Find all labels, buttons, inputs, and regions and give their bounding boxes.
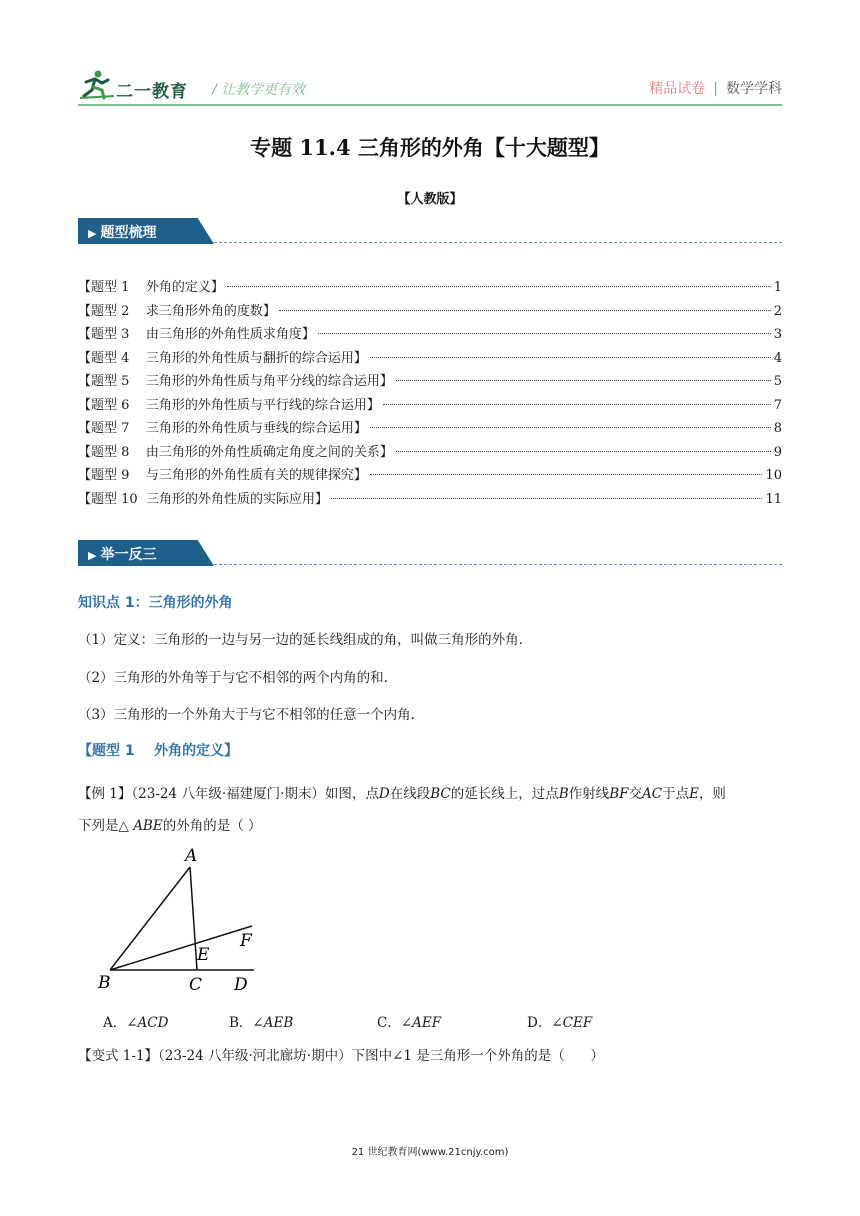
toc-entry[interactable] xyxy=(78,351,782,375)
toc-entry[interactable] xyxy=(78,280,782,304)
label-D: D xyxy=(234,975,248,995)
toc-label: 【题型 3 由三角形的外角性质求角度】 xyxy=(78,327,315,342)
dashed-divider xyxy=(214,564,782,565)
example-line-2: 下列是△ ABE的外角的是（ ） xyxy=(78,818,262,834)
page-header xyxy=(78,68,782,108)
option-d[interactable]: D．∠CEF xyxy=(527,1015,593,1031)
banner-text: 举一反三 xyxy=(100,547,157,563)
play-arrow-icon: ▶ xyxy=(88,549,97,562)
toc-label: 【题型 9 与三角形的外角性质有关的规律探究】 xyxy=(78,468,367,483)
toc-entry[interactable] xyxy=(78,492,782,516)
toc-label: 【题型 2 求三角形外角的度数】 xyxy=(78,303,276,319)
label-C: C xyxy=(189,975,203,995)
brand-logo xyxy=(78,68,208,102)
triangle-figure xyxy=(96,842,266,1002)
header-divider xyxy=(78,104,782,106)
label-B: B xyxy=(98,973,111,993)
toc-leader xyxy=(370,474,763,475)
toc-entry[interactable] xyxy=(78,304,782,328)
toc-page: 2 xyxy=(773,303,782,319)
toc-page: 8 xyxy=(773,421,782,436)
toc-entry[interactable] xyxy=(78,468,782,492)
table-of-contents xyxy=(78,280,782,515)
toc-leader xyxy=(396,380,771,381)
label-E: E xyxy=(197,945,210,965)
segment-BA xyxy=(110,867,190,970)
brand-slogan: / 让教学更有效 xyxy=(212,82,306,98)
toc-leader xyxy=(396,451,771,452)
toc-page: 10 xyxy=(765,468,782,483)
toc-page: 11 xyxy=(765,491,782,507)
toc-entry[interactable] xyxy=(78,421,782,445)
header-right xyxy=(649,78,782,98)
page-footer: 21 世纪教育网(www.21cnjy.com) xyxy=(351,1147,509,1158)
toc-label: 【题型 1 外角的定义】 xyxy=(78,280,224,295)
section-banner-practice xyxy=(78,540,782,570)
toc-leader xyxy=(318,333,771,334)
toc-leader xyxy=(279,310,771,311)
option-c[interactable]: C．∠AEF xyxy=(377,1015,442,1031)
edition-label: 【人教版】 xyxy=(397,192,463,207)
header-separator: | xyxy=(713,81,718,97)
toc-label: 【题型 7 三角形的外角性质与垂线的综合运用】 xyxy=(78,421,367,436)
toc-page: 4 xyxy=(773,350,782,366)
ray-BF xyxy=(110,926,252,970)
toc-label: 【题型 4 三角形的外角性质与翻折的综合运用】 xyxy=(78,350,367,366)
toc-entry[interactable] xyxy=(78,327,782,351)
page-title: 专题 11.4 三角形的外角【十大题型】 xyxy=(250,135,610,160)
play-arrow-icon: ▶ xyxy=(88,227,97,240)
section-banner-toc xyxy=(78,218,782,248)
toc-entry[interactable] xyxy=(78,445,782,469)
label-A: A xyxy=(185,846,198,866)
brand-name: 二一教育 xyxy=(116,82,188,102)
toc-page: 1 xyxy=(773,280,782,295)
toc-label: 【题型 8 由三角形的外角性质确定角度之间的关系】 xyxy=(78,444,393,460)
toc-entry[interactable] xyxy=(78,398,782,422)
knowledge-point-heading: 知识点 1：三角形的外角 xyxy=(78,595,233,611)
point-sum-property: （2）三角形的外角等于与它不相邻的两个内角的和. xyxy=(78,670,388,686)
example-line-1: 【例 1】（23-24 八年级·福建厦门·期末）如图，点D在线段BC的延长线上，过点B作射线BF交AC于点E，则 xyxy=(78,786,726,802)
toc-leader xyxy=(370,357,771,358)
option-a[interactable]: A．∠ACD xyxy=(103,1015,169,1031)
example-question xyxy=(78,778,782,842)
toc-label: 【题型 10 三角形的外角性质的实际应用】 xyxy=(78,491,328,507)
label-F: F xyxy=(240,931,252,951)
toc-page: 5 xyxy=(773,374,782,389)
toc-leader xyxy=(383,404,771,405)
answer-options xyxy=(103,1011,703,1031)
point-greater-property: （3）三角形的一个外角大于与它不相邻的任意一个内角. xyxy=(78,707,415,723)
toc-leader xyxy=(227,286,771,287)
toc-label: 【题型 5 三角形的外角性质与角平分线的综合运用】 xyxy=(78,374,393,389)
header-subject-label: 数学学科 xyxy=(726,81,782,97)
toc-leader xyxy=(331,498,763,499)
runner-icon xyxy=(78,68,118,102)
banner-label xyxy=(88,544,156,564)
segment-AC xyxy=(190,867,197,970)
option-b[interactable]: B．∠AEB xyxy=(229,1015,294,1031)
question-type-heading: 【题型 1 外角的定义】 xyxy=(78,743,239,759)
banner-text: 题型梳理 xyxy=(100,225,157,241)
toc-page: 7 xyxy=(773,397,782,413)
point-definition: （1）定义：三角形的一边与另一边的延长线组成的角，叫做三角形的外角. xyxy=(78,632,523,648)
toc-entry[interactable] xyxy=(78,374,782,398)
toc-page: 9 xyxy=(773,444,782,460)
header-premium-label: 精品试卷 xyxy=(649,81,706,97)
dashed-divider xyxy=(214,242,782,243)
toc-label: 【题型 6 三角形的外角性质与平行线的综合运用】 xyxy=(78,397,380,413)
banner-label xyxy=(88,222,156,242)
variant-question: 【变式 1-1】（23-24 八年级·河北廊坊·期中）下图中∠1 是三角形一个外角的是（ ） xyxy=(78,1048,605,1064)
toc-leader xyxy=(370,427,771,428)
toc-page: 3 xyxy=(773,327,782,342)
